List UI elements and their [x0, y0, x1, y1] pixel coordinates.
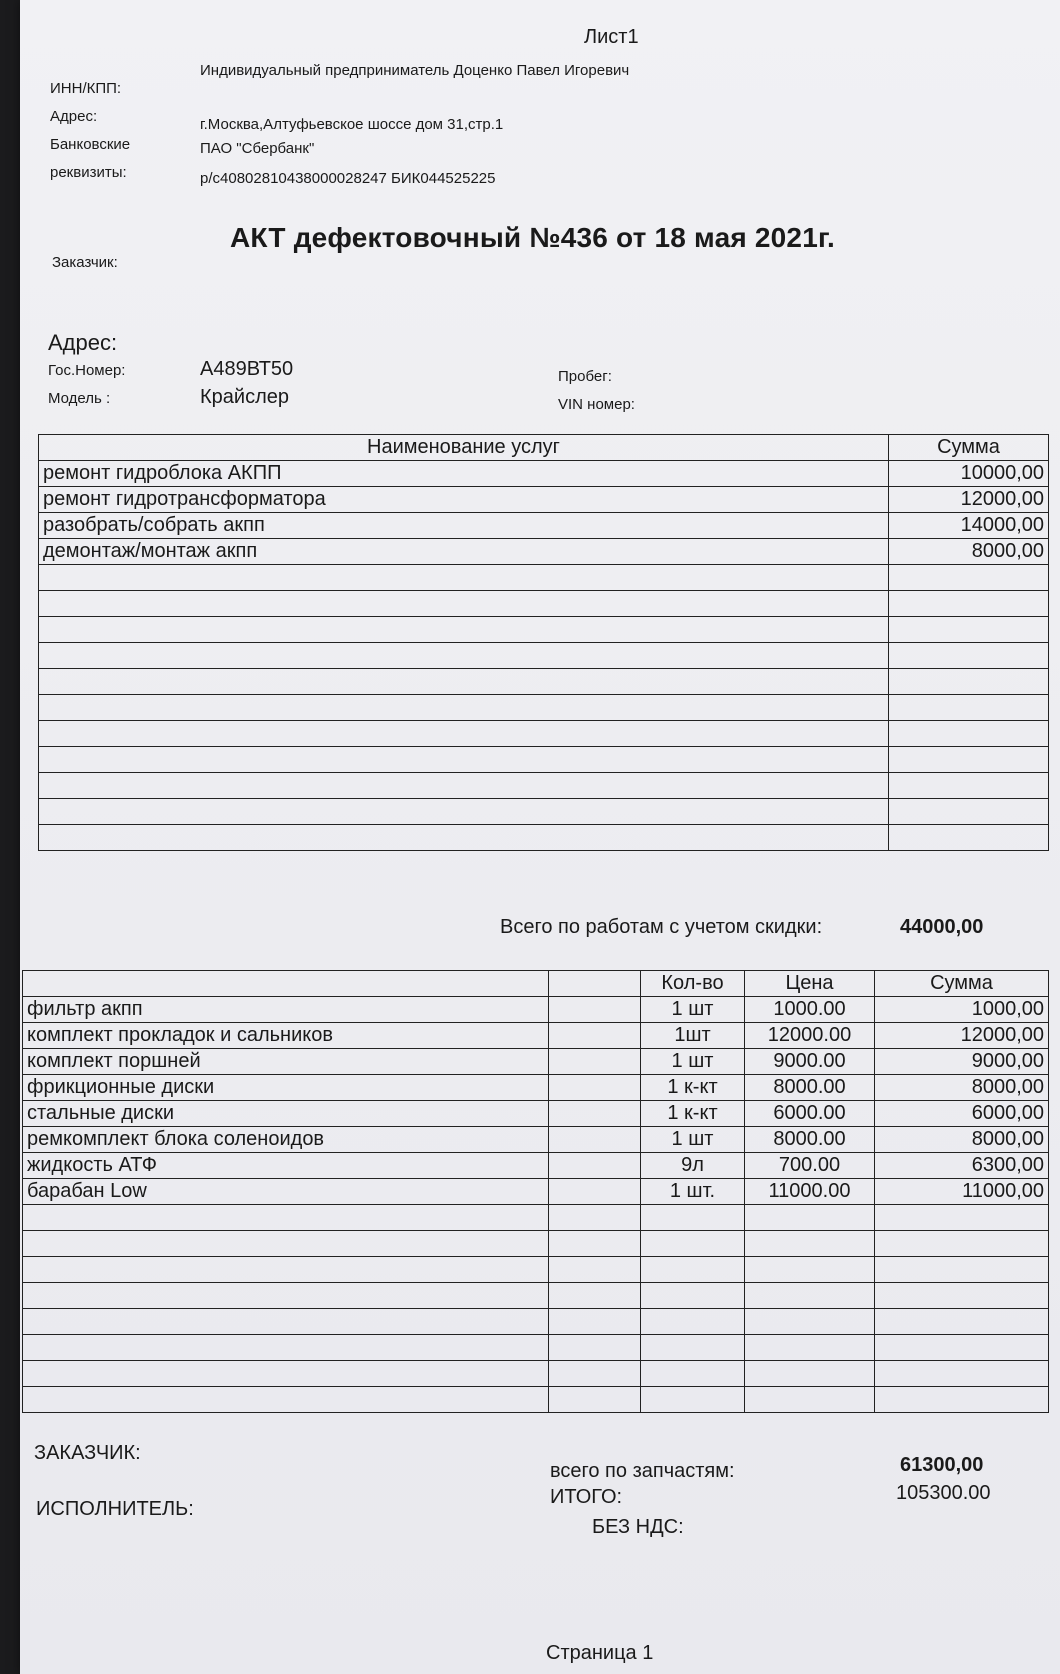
- part-blank-cell: [549, 1231, 641, 1257]
- act-title: АКТ дефектовочный №436 от 18 мая 2021г.: [230, 222, 836, 253]
- service-name-cell: [39, 591, 889, 617]
- part-qty-cell: [641, 1257, 745, 1283]
- parts-table: [22, 970, 1049, 1413]
- part-blank-cell: [549, 1335, 641, 1361]
- table-row: [39, 591, 1049, 617]
- part-price-cell: [745, 1335, 875, 1361]
- service-sum-cell: [889, 643, 1049, 669]
- customer-label: Заказчик:: [52, 254, 118, 271]
- service-sum-cell: [889, 617, 1049, 643]
- table-row: [23, 997, 1049, 1023]
- part-sum-cell: [875, 1387, 1049, 1413]
- part-qty-cell: 1 к-кт: [641, 1075, 745, 1101]
- service-sum-cell: [889, 721, 1049, 747]
- grand-total-value: 105300.00: [896, 1482, 991, 1504]
- services-header-name: Наименование услуг: [39, 435, 889, 461]
- part-name-cell: [23, 1205, 549, 1231]
- table-row: [39, 539, 1049, 565]
- part-qty-cell: [641, 1283, 745, 1309]
- part-qty-cell: 9л: [641, 1153, 745, 1179]
- part-name-cell: [23, 1283, 549, 1309]
- services-body: [39, 461, 1049, 851]
- part-price-cell: [745, 1387, 875, 1413]
- part-qty-cell: 1шт: [641, 1023, 745, 1049]
- footer-executor-label: ИСПОЛНИТЕЛЬ:: [36, 1498, 194, 1520]
- table-row: [23, 1387, 1049, 1413]
- part-price-cell: [745, 1309, 875, 1335]
- part-blank-cell: [549, 1283, 641, 1309]
- part-blank-cell: [549, 1049, 641, 1075]
- table-row: [23, 1205, 1049, 1231]
- part-blank-cell: [549, 1127, 641, 1153]
- part-price-cell: [745, 1283, 875, 1309]
- table-row: [39, 513, 1049, 539]
- table-row: [23, 1023, 1049, 1049]
- table-row: [39, 747, 1049, 773]
- part-price-cell: [745, 1231, 875, 1257]
- bank-label-2: реквизиты:: [50, 164, 127, 181]
- table-row: [23, 1127, 1049, 1153]
- parts-total-label: всего по запчастям:: [550, 1460, 735, 1482]
- model-label: Модель :: [48, 390, 111, 407]
- part-name-cell: фильтр акпп: [23, 997, 549, 1023]
- service-sum-cell: [889, 747, 1049, 773]
- part-blank-cell: [549, 1153, 641, 1179]
- service-sum-cell: 14000,00: [889, 513, 1049, 539]
- service-name-cell: [39, 747, 889, 773]
- service-name-cell: разобрать/собрать акпп: [39, 513, 889, 539]
- mileage-label: Пробег:: [558, 368, 612, 385]
- service-name-cell: демонтаж/монтаж акпп: [39, 539, 889, 565]
- part-price-cell: 11000.00: [745, 1179, 875, 1205]
- service-sum-cell: 8000,00: [889, 539, 1049, 565]
- table-row: [23, 1049, 1049, 1075]
- parts-body: [23, 997, 1049, 1413]
- table-row: [23, 1257, 1049, 1283]
- services-total-value: 44000,00: [900, 916, 984, 938]
- part-blank-cell: [549, 1309, 641, 1335]
- table-row: [39, 487, 1049, 513]
- part-name-cell: [23, 1231, 549, 1257]
- part-name-cell: [23, 1309, 549, 1335]
- page-number: Страница 1: [546, 1642, 654, 1664]
- part-price-cell: 8000.00: [745, 1075, 875, 1101]
- part-sum-cell: [875, 1283, 1049, 1309]
- part-blank-cell: [549, 1101, 641, 1127]
- parts-header-sum: Сумма: [875, 971, 1049, 997]
- table-row: [23, 1283, 1049, 1309]
- part-qty-cell: [641, 1231, 745, 1257]
- part-sum-cell: [875, 1205, 1049, 1231]
- service-sum-cell: 12000,00: [889, 487, 1049, 513]
- grand-total-label: ИТОГО:: [550, 1486, 623, 1508]
- bank-name: ПАО "Сбербанк": [200, 140, 315, 157]
- service-name-cell: [39, 721, 889, 747]
- service-name-cell: [39, 617, 889, 643]
- services-header-sum: Сумма: [889, 435, 1049, 461]
- services-table: [38, 434, 1049, 851]
- part-name-cell: [23, 1387, 549, 1413]
- service-name-cell: ремонт гидротрансформатора: [39, 487, 889, 513]
- sheet-label: Лист1: [584, 26, 639, 48]
- part-qty-cell: [641, 1205, 745, 1231]
- part-price-cell: 700.00: [745, 1153, 875, 1179]
- plate-label: Гос.Номер:: [48, 362, 126, 379]
- table-row: [23, 1153, 1049, 1179]
- bank-details: р/с40802810438000028247 БИК044525225: [200, 170, 496, 187]
- part-price-cell: 12000.00: [745, 1023, 875, 1049]
- part-price-cell: 9000.00: [745, 1049, 875, 1075]
- services-header-row: [39, 435, 1049, 461]
- part-blank-cell: [549, 1023, 641, 1049]
- entrepreneur-name: Индивидуальный предприниматель Доценко Павел Игоревич: [200, 62, 630, 79]
- parts-header-qty: Кол-во: [641, 971, 745, 997]
- model-value: Крайслер: [200, 386, 289, 408]
- plate-value: А489ВТ50: [200, 358, 294, 380]
- table-row: [23, 1361, 1049, 1387]
- part-name-cell: стальные диски: [23, 1101, 549, 1127]
- part-blank-cell: [549, 1257, 641, 1283]
- part-sum-cell: 6000,00: [875, 1101, 1049, 1127]
- part-sum-cell: [875, 1309, 1049, 1335]
- address-label: Адрес:: [50, 108, 98, 125]
- part-sum-cell: 11000,00: [875, 1179, 1049, 1205]
- inn-label: ИНН/КПП:: [50, 80, 122, 97]
- part-name-cell: комплект прокладок и сальников: [23, 1023, 549, 1049]
- part-blank-cell: [549, 1361, 641, 1387]
- part-name-cell: жидкость АТФ: [23, 1153, 549, 1179]
- parts-header-row: [23, 971, 1049, 997]
- part-qty-cell: [641, 1309, 745, 1335]
- table-row: [39, 695, 1049, 721]
- table-row: [39, 669, 1049, 695]
- part-blank-cell: [549, 1179, 641, 1205]
- table-row: [39, 825, 1049, 851]
- part-qty-cell: 1 шт: [641, 1127, 745, 1153]
- part-name-cell: комплект поршней: [23, 1049, 549, 1075]
- services-total-label: Всего по работам с учетом скидки:: [500, 916, 823, 938]
- service-name-cell: [39, 565, 889, 591]
- table-row: [23, 1335, 1049, 1361]
- part-sum-cell: 6300,00: [875, 1153, 1049, 1179]
- part-qty-cell: 1 шт.: [641, 1179, 745, 1205]
- table-row: [23, 1309, 1049, 1335]
- parts-header-blank: [549, 971, 641, 997]
- vin-label: VIN номер:: [558, 396, 635, 413]
- service-sum-cell: 10000,00: [889, 461, 1049, 487]
- document-page: [20, 0, 1060, 1674]
- part-qty-cell: [641, 1387, 745, 1413]
- table-row: [23, 1231, 1049, 1257]
- part-blank-cell: [549, 1205, 641, 1231]
- part-name-cell: [23, 1361, 549, 1387]
- parts-header-price: Цена: [745, 971, 875, 997]
- part-price-cell: 6000.00: [745, 1101, 875, 1127]
- service-sum-cell: [889, 565, 1049, 591]
- service-name-cell: [39, 825, 889, 851]
- part-qty-cell: [641, 1361, 745, 1387]
- bank-label-1: Банковские: [50, 136, 131, 153]
- address-value: г.Москва,Алтуфьевское шоссе дом 31,стр.1: [200, 116, 504, 133]
- part-sum-cell: 1000,00: [875, 997, 1049, 1023]
- part-sum-cell: [875, 1231, 1049, 1257]
- table-row: [39, 799, 1049, 825]
- part-price-cell: 1000.00: [745, 997, 875, 1023]
- part-name-cell: [23, 1335, 549, 1361]
- part-name-cell: [23, 1257, 549, 1283]
- part-qty-cell: 1 шт: [641, 1049, 745, 1075]
- part-qty-cell: 1 к-кт: [641, 1101, 745, 1127]
- part-sum-cell: 9000,00: [875, 1049, 1049, 1075]
- service-name-cell: [39, 695, 889, 721]
- part-sum-cell: 8000,00: [875, 1127, 1049, 1153]
- service-sum-cell: [889, 591, 1049, 617]
- service-name-cell: [39, 669, 889, 695]
- table-row: [39, 721, 1049, 747]
- table-row: [23, 1179, 1049, 1205]
- part-sum-cell: 8000,00: [875, 1075, 1049, 1101]
- part-sum-cell: [875, 1361, 1049, 1387]
- part-blank-cell: [549, 997, 641, 1023]
- parts-header-name: [23, 971, 549, 997]
- footer-customer-label: ЗАКАЗЧИК:: [34, 1442, 141, 1464]
- part-blank-cell: [549, 1075, 641, 1101]
- table-row: [39, 565, 1049, 591]
- part-name-cell: барабан Low: [23, 1179, 549, 1205]
- parts-total-value: 61300,00: [900, 1454, 984, 1476]
- part-name-cell: ремкомплект блока соленоидов: [23, 1127, 549, 1153]
- part-blank-cell: [549, 1387, 641, 1413]
- table-row: [39, 617, 1049, 643]
- service-name-cell: [39, 799, 889, 825]
- part-sum-cell: [875, 1257, 1049, 1283]
- table-row: [23, 1101, 1049, 1127]
- part-qty-cell: 1 шт: [641, 997, 745, 1023]
- service-name-cell: [39, 773, 889, 799]
- service-sum-cell: [889, 695, 1049, 721]
- part-price-cell: [745, 1361, 875, 1387]
- service-name-cell: ремонт гидроблока АКПП: [39, 461, 889, 487]
- part-price-cell: 8000.00: [745, 1127, 875, 1153]
- service-sum-cell: [889, 773, 1049, 799]
- service-sum-cell: [889, 825, 1049, 851]
- table-row: [39, 643, 1049, 669]
- part-sum-cell: [875, 1335, 1049, 1361]
- table-row: [39, 773, 1049, 799]
- table-row: [39, 461, 1049, 487]
- vat-label: БЕЗ НДС:: [592, 1516, 684, 1538]
- part-price-cell: [745, 1205, 875, 1231]
- table-row: [23, 1075, 1049, 1101]
- part-price-cell: [745, 1257, 875, 1283]
- service-sum-cell: [889, 799, 1049, 825]
- service-sum-cell: [889, 669, 1049, 695]
- part-qty-cell: [641, 1335, 745, 1361]
- customer-address-label: Адрес:: [48, 330, 118, 355]
- service-name-cell: [39, 643, 889, 669]
- part-sum-cell: 12000,00: [875, 1023, 1049, 1049]
- part-name-cell: фрикционные диски: [23, 1075, 549, 1101]
